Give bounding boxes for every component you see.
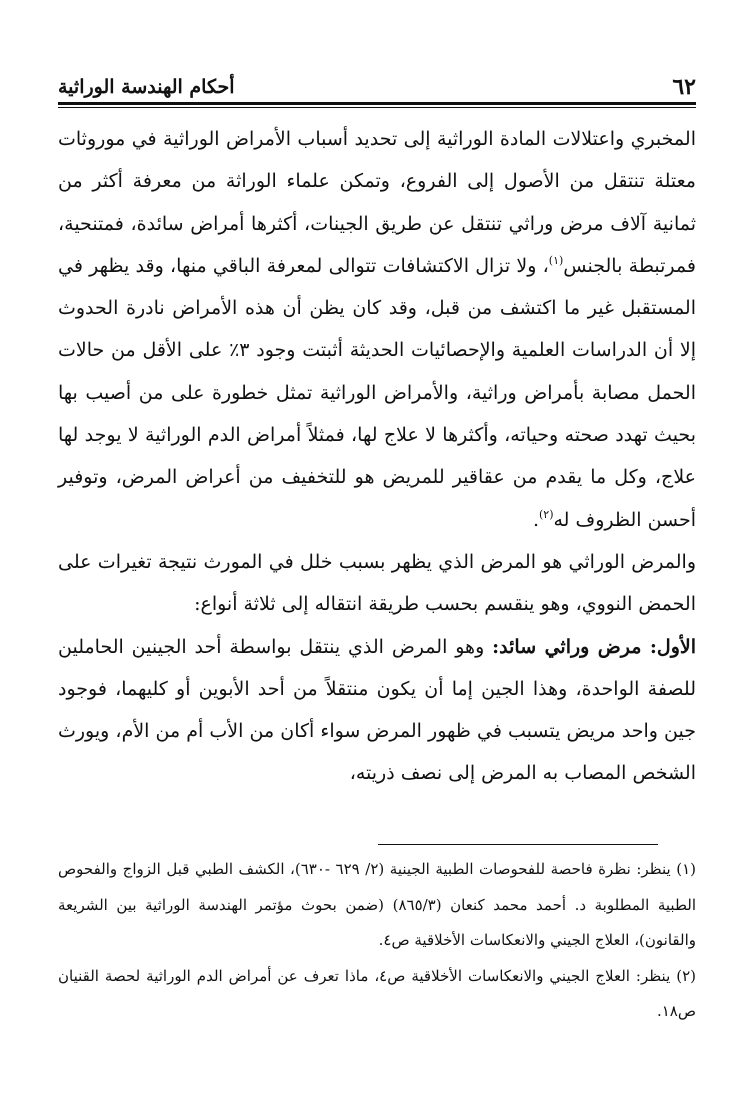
footnote-ref-1: (١) xyxy=(548,253,564,267)
header-rule-thin xyxy=(58,107,696,108)
paragraph-1-continued: ، ولا تزال الاكتشافات تتوالى لمعرفة الباقي منها، وقد يظهر في المستقبل غير ما اكتشف من قبل، وقد كان يظن أن هذه الأمراض نادرة الحدوث إلا أن الدراسات العلمية والإحصائيات الحديثة أثبتت وجود ٣٪ على الأقل من حالات الحمل مصابة بأمراض وراثية، والأمراض الوراثية تمثل خطورة على من أصيب بها بحيث تهدد صحته وحياته، وأكثرها لا علاج لها، فمثلاً أمراض الدم الوراثية لا يوجد لها علاج، وكل ما يقدم من عقاقير للمريض هو للتخفيف من أعراض المرض، وتوفير أحسن الظروف له xyxy=(58,254,696,531)
paragraph-3-text: وهو المرض الذي ينتقل بواسطة أحد الجينين الحاملين للصفة الواحدة، وهذا الجين إما أن يكون منتقلاً من أحد الأبوين أو كليهما، فوجود جين واحد مريض يتسبب في ظهور المرض سواء أكان من الأب أم من الأم، ويورث الشخص المصاب به المرض إلى نصف ذريته، xyxy=(58,635,696,785)
header-rule xyxy=(58,102,696,105)
footnote-1: (١) ينظر: نظرة فاحصة للفحوصات الطبية الجينية (٢/ ٦٢٩ -٦٣٠)، الكشف الطبي قبل الزواج والفحوص الطبية المطلوبة د. أحمد محمد كنعان (٨٦٥/٣) (ضمن بحوث مؤتمر الهندسة الوراثية بين الشريعة والقانون)، العلاج الجيني والانعكاسات الأخلاقية ص٤. xyxy=(58,860,696,949)
footnote-separator xyxy=(378,844,658,845)
footnote-2: (٢) ينظر: العلاج الجيني والانعكاسات الأخلاقية ص٤، ماذا تعرف عن أمراض الدم الوراثية لحصة القنيان ص١٨. xyxy=(58,966,696,1020)
page-header xyxy=(58,66,696,100)
paragraph-1-end: . xyxy=(532,508,539,531)
footnotes xyxy=(58,852,696,1030)
paragraph-1 xyxy=(58,118,696,541)
paragraph-1-text: المخبري واعتلالات المادة الوراثية إلى تحديد أسباب الأمراض الوراثية في موروثات معتلة تنتقل من الأصول إلى الفروع، وتمكن علماء الوراثة من معرفة أكثر من ثمانية آلاف مرض وراثي تنتقل عن طريق الجينات، أكثرها أمراض سائدة، فمتنحية، فمرتبطة بالجنس xyxy=(58,128,696,277)
footnote-ref-2: (٢) xyxy=(538,507,554,521)
running-title: أحكام الهندسة الوراثية xyxy=(58,76,235,98)
paragraph-2: والمرض الوراثي هو المرض الذي يظهر بسبب خلل في المورث نتيجة تغيرات على الحمض النووي، وهو ينقسم بحسب طريقة انتقاله إلى ثلاثة أنواع: xyxy=(58,550,696,616)
paragraph-3 xyxy=(58,626,696,795)
paragraph-3-label: الأول: مرض وراثي سائد: xyxy=(492,635,697,658)
page-number: ٦٢ xyxy=(672,74,696,100)
main-text xyxy=(58,118,696,795)
